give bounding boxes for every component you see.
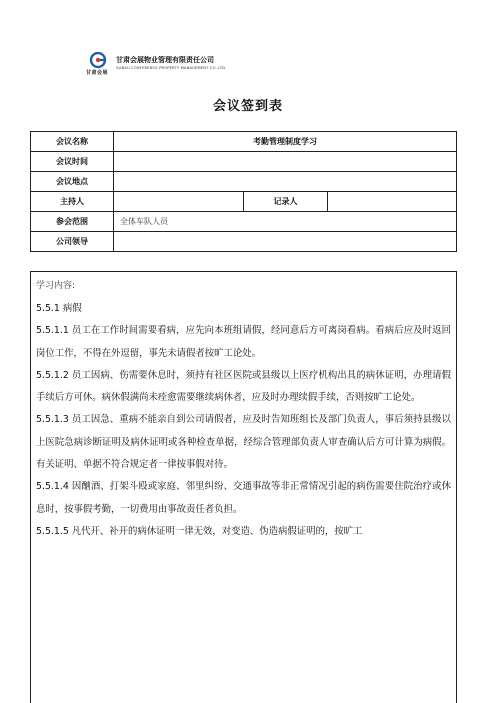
meeting-place-value[interactable]: [114, 172, 457, 192]
section-heading: 5.5.1 病假: [36, 303, 82, 314]
meeting-name-label: 会议名称: [31, 132, 114, 152]
content-paragraph: 5.5.1.3 员工因急、重病不能亲自到公司请假者，应及时告知班组长及部门负责人，事后须持县级以上医院急病诊断证明及病休证明或各种检查单据，经综合管理部负责人审查确认后方可计算为病假。有关证明、单据不符合规定者一律按事假对待。: [36, 414, 451, 471]
recorder-value[interactable]: [328, 192, 457, 212]
content-paragraph: 5.5.1.1 员工在工作时间需要看病，应先向本班组请假，经同意后方可离岗看病。看病后应及时返回岗位工作，不得在外逗留，事先未请假者按旷工论处。: [36, 325, 451, 359]
scope-label: 参会范围: [31, 212, 114, 232]
meeting-time-label: 会议时间: [31, 152, 114, 172]
content-paragraph: 5.5.1.2 员工因病、伤需要休息时，须持有社区医院或县级以上医疗机构出具的病休证明，办理请假手续后方可休。病休假满尚未痊愈需要继续病休者，应及时办理续假手续，否则按旷工论处。: [36, 369, 451, 404]
study-content-intro: 学习内容:: [36, 281, 76, 291]
leader-label: 公司领导: [31, 232, 114, 252]
row-meeting-place: [31, 172, 457, 192]
study-content-section: [30, 271, 457, 703]
signin-form-table: [30, 131, 457, 252]
content-paragraph: 5.5.1.5 凡代开、补开的病休证明一律无效，对变造、伪造病假证明的，按旷工: [36, 525, 363, 537]
company-logo: [86, 52, 256, 78]
meeting-time-value[interactable]: [114, 152, 457, 172]
scope-value: 全体车队人员: [114, 212, 457, 232]
row-scope: [31, 212, 457, 232]
company-name-en: GANSU CONFERENCE PROPERTY MANAGEMENT CO.,LTD.: [116, 66, 227, 70]
content-paragraph: 5.5.1.4 因酗酒、打架斗殴或家庭、邻里纠纷、交通事故等非正常情况引起的病伤需要住院治疗或休息时，按事假考勤，一切费用由事故责任者负担。: [36, 481, 451, 515]
meeting-name-value: 考勤管理制度学习: [114, 132, 457, 152]
logo-subtext: 甘肃会展: [86, 70, 109, 76]
leader-value[interactable]: [114, 232, 457, 252]
host-label: 主持人: [31, 192, 114, 212]
row-meeting-name: [31, 132, 457, 152]
page-title: 会议签到表: [212, 99, 283, 114]
recorder-label: 记录人: [244, 192, 328, 212]
row-leader: [31, 232, 457, 252]
row-host-recorder: [31, 192, 457, 212]
company-name-cn: 甘肃会展物业管理有限责任公司: [116, 56, 214, 64]
host-value[interactable]: [114, 192, 244, 212]
row-meeting-time: [31, 152, 457, 172]
meeting-place-label: 会议地点: [31, 172, 114, 192]
